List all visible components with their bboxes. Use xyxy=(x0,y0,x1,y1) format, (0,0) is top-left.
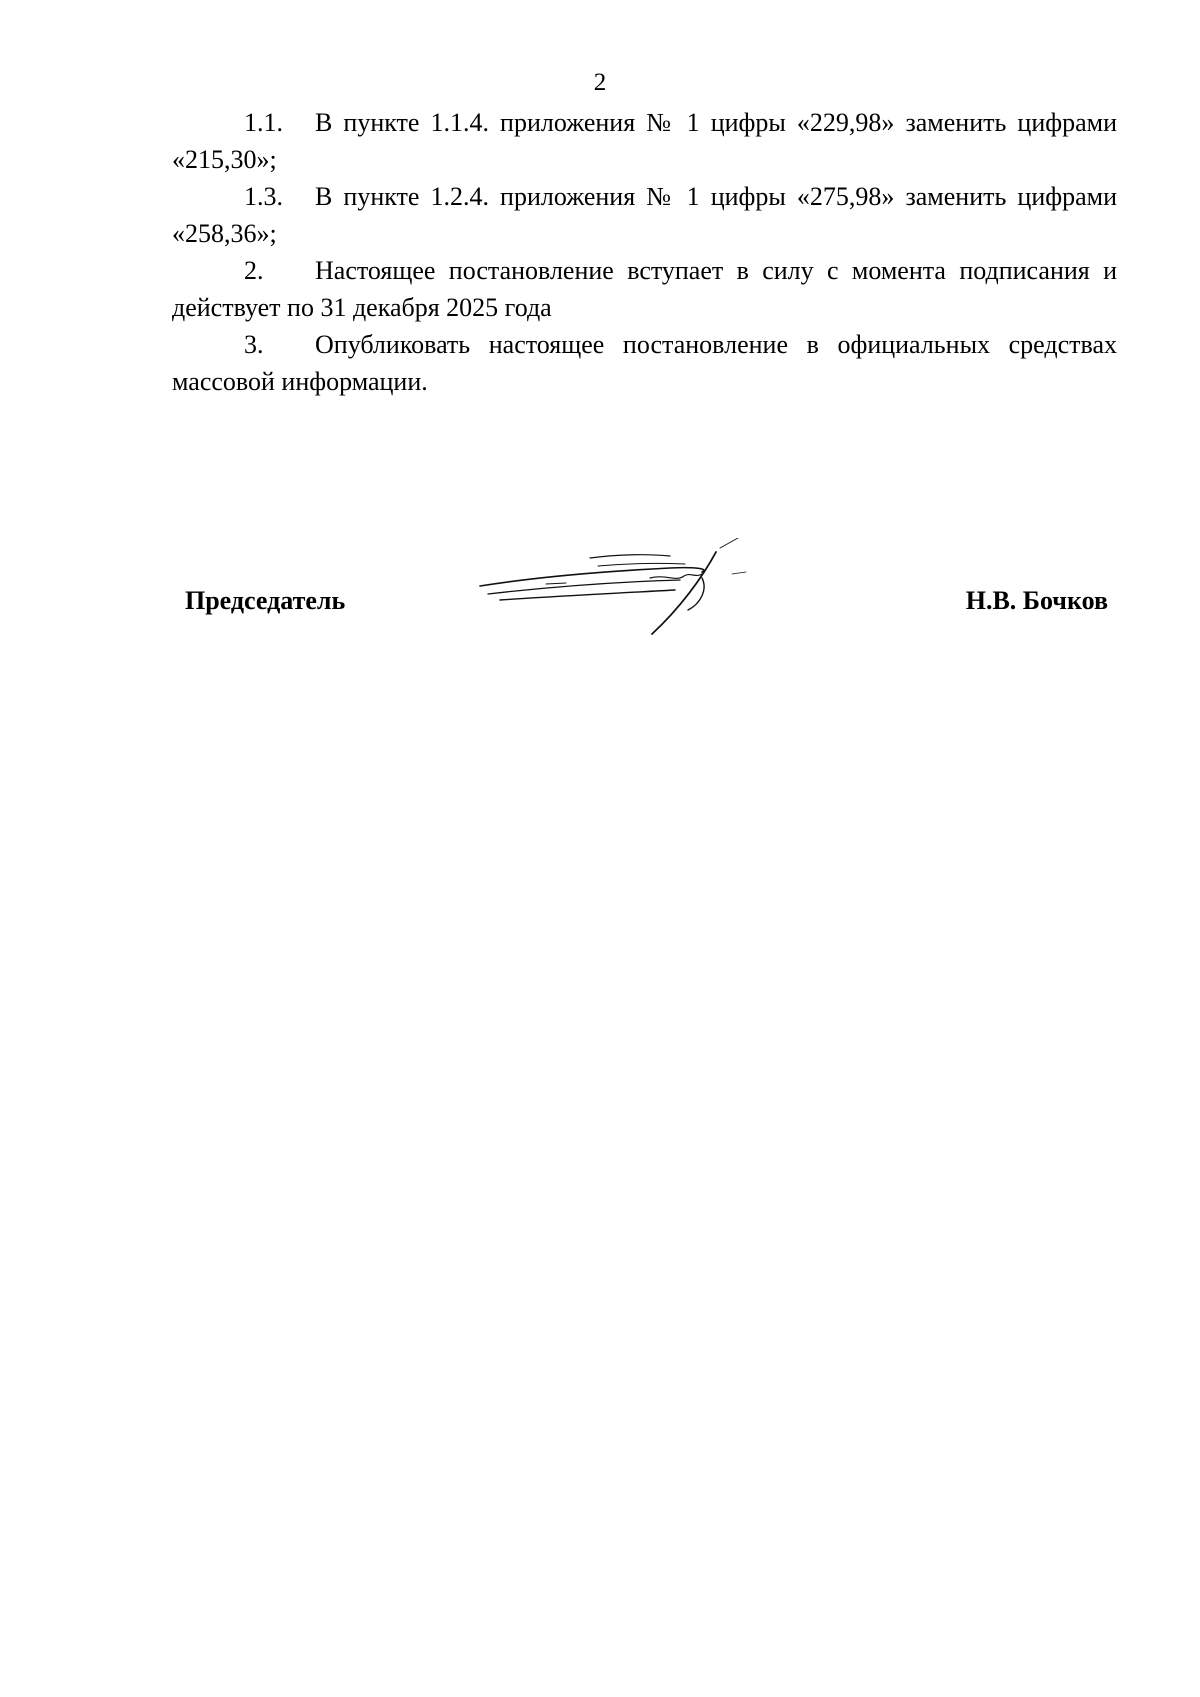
paragraph-1-3 xyxy=(172,178,1117,252)
paragraph-number: 2. xyxy=(244,256,264,285)
page-number: 2 xyxy=(593,69,607,96)
paragraph-1-1 xyxy=(172,104,1117,178)
paragraph-number: 1.3. xyxy=(244,182,283,211)
handwritten-signature xyxy=(470,538,790,638)
paragraph-text: Настоящее постановление вступает в силу с момента подписания и действует по 31 декабря 2025 года xyxy=(172,256,1117,322)
signatory-title: Председатель xyxy=(185,586,346,615)
paragraph-2 xyxy=(172,252,1117,326)
paragraph-text: В пункте 1.2.4. приложения № 1 цифры «275,98» заменить цифрами «258,36»; xyxy=(172,182,1117,248)
paragraph-text: Опубликовать настоящее постановление в официальных средствах массовой информации. xyxy=(172,330,1117,396)
paragraph-number: 1.1. xyxy=(244,108,283,137)
paragraph-number: 3. xyxy=(244,330,264,359)
signatory-name: Н.В. Бочков xyxy=(965,586,1108,615)
signature-block xyxy=(0,538,1200,638)
document-body xyxy=(172,104,1117,400)
paragraph-text: В пункте 1.1.4. приложения № 1 цифры «229,98» заменить цифрами «215,30»; xyxy=(172,108,1117,174)
paragraph-3 xyxy=(172,326,1117,400)
